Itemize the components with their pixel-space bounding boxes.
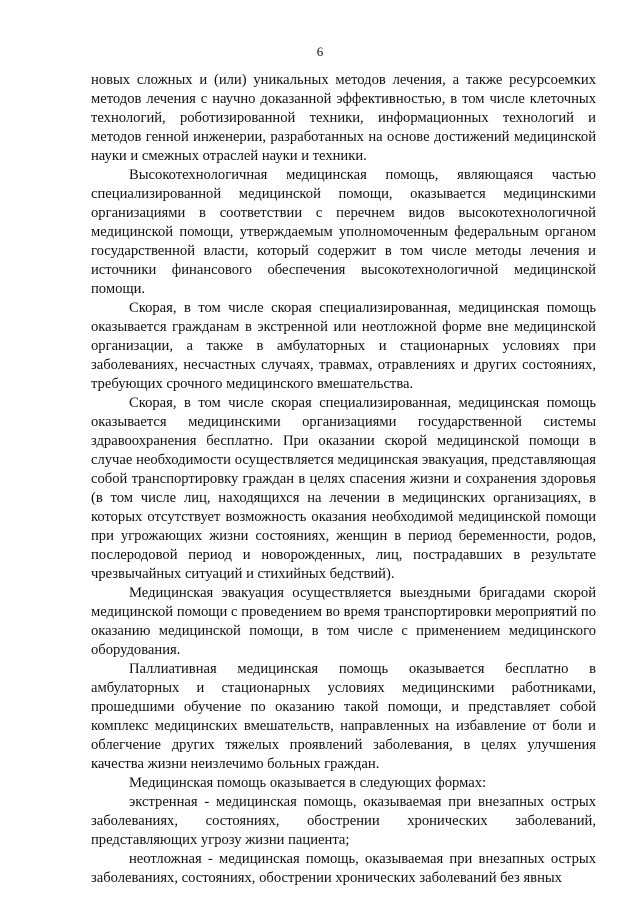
paragraph-8: экстренная - медицинская помощь, оказываемая при внезапных острых заболеваниях, состояниях, обострении хронических заболеваний, представляющих угрозу жизни пациента; [91,794,596,848]
paragraph-4: Скорая, в том числе скорая специализированная, медицинская помощь оказывается медицинскими организациями государственной системы здравоохранения бесплатно. При оказании скорой медицинской помощи в случае необходимости осуществляется медицинская эвакуация, представляющая собой транспортировку граждан в целях спасения жизни и сохранения здоровья (в том числе лиц, находящихся на лечении в медицинских организациях, в которых отсутствует возможность оказания необходимой медицинской помощи при угрожающих жизни состояниях, женщин в период беременности, родов, послеродовой период и новорожденных, лиц, пострадавших в результате чрезвычайных ситуаций и стихийных бедствий). [91,395,596,582]
page-number: 6 [316,44,324,59]
paragraph-1: новых сложных и (или) уникальных методов лечения, а также ресурсоемких методов лечения с научно доказанной эффективностью, в том числе клеточных технологий, роботизированной техники, информационных технологий и методов генной инженерии, разработанных на основе достижений медицинской науки и смежных отраслей науки и техники. [91,72,596,164]
paragraph-6: Паллиативная медицинская помощь оказывается бесплатно в амбулаторных и стационарных условиях медицинскими работниками, прошедшими обучение по оказанию такой помощи, и представляет собой комплекс медицинских вмешательств, направленных на избавление от боли и облегчение других тяжелых проявлений заболевания, в целях улучшения качества жизни неизлечимо больных граждан. [91,661,596,772]
paragraph-2: Высокотехнологичная медицинская помощь, являющаяся частью специализированной медицинской помощи, оказывается медицинскими организациями в соответствии с перечнем видов высокотехнологичной медицинской помощи, утверждаемым уполномоченным федеральным органом государственной власти, который содержит в том числе методы лечения и источники финансового обеспечения высокотехнологичной медицинской помощи. [91,167,596,297]
paragraph-9: неотложная - медицинская помощь, оказываемая при внезапных острых заболеваниях, состояниях, обострении хронических заболеваний без явных [91,851,596,886]
paragraph-3: Скорая, в том числе скорая специализированная, медицинская помощь оказывается гражданам в экстренной или неотложной форме вне медицинской организации, а также в амбулаторных и стационарных условиях при заболеваниях, несчастных случаях, травмах, отравлениях и других состояниях, требующих срочного медицинского вмешательства. [91,300,596,392]
body-text [91,71,596,888]
paragraph-7: Медицинская помощь оказывается в следующих формах: [129,775,487,791]
paragraph-5: Медицинская эвакуация осуществляется выездными бригадами скорой медицинской помощи с проведением во время транспортировки мероприятий по оказанию медицинской помощи, в том числе с применением медицинского оборудования. [91,585,596,658]
